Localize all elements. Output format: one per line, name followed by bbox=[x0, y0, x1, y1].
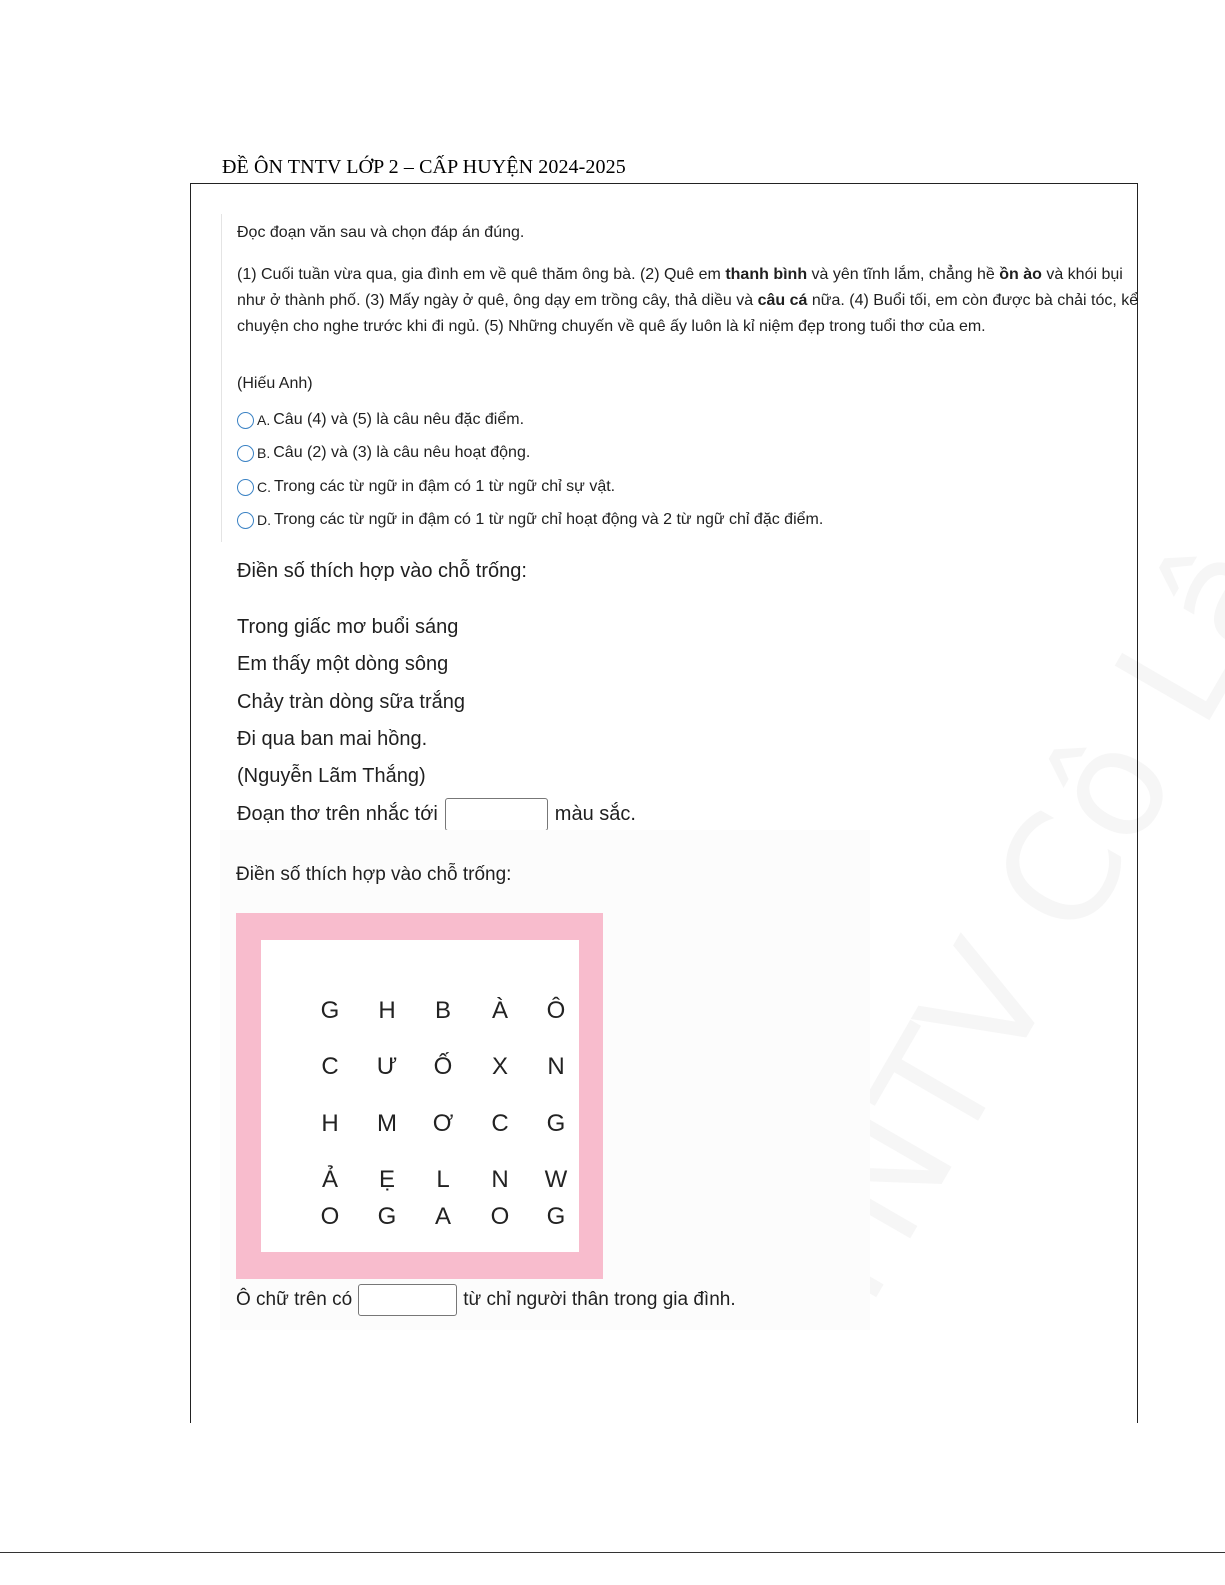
grid-cell: Ẹ bbox=[378, 1166, 395, 1193]
fill-text-after: màu sắc. bbox=[554, 803, 636, 825]
passage-text: và khói bụi như ở thành phố. (3) Mấy ngày ở quê, ông dạy em trồng cây, thả diều và bbox=[237, 266, 1123, 309]
question-1 bbox=[221, 214, 1139, 542]
option-text: Trong các từ ngữ in đậm có 1 từ ngữ chỉ sự vật. bbox=[274, 478, 616, 495]
word-grid bbox=[236, 913, 603, 1279]
option-b[interactable] bbox=[237, 441, 530, 465]
grid-cell: L bbox=[436, 1166, 450, 1193]
question-3-instruction: Điền số thích hợp vào chỗ trống: bbox=[236, 864, 512, 885]
fill-text-before: Ô chữ trên có bbox=[236, 1289, 353, 1310]
grid-cell: Ô bbox=[546, 997, 566, 1024]
radio-button[interactable] bbox=[237, 512, 254, 529]
poem-line: Trong giấc mơ buổi sáng bbox=[237, 616, 459, 638]
poem-author: (Nguyễn Lãm Thắng) bbox=[237, 765, 426, 787]
grid-cell: N bbox=[491, 1166, 509, 1193]
option-d[interactable] bbox=[237, 508, 823, 532]
grid-cell: H bbox=[378, 997, 396, 1024]
radio-button[interactable] bbox=[237, 445, 254, 462]
grid-cell: B bbox=[434, 997, 451, 1024]
grid-cell: X bbox=[491, 1053, 508, 1080]
page-bottom-rule bbox=[0, 1552, 1225, 1553]
fill-sentence bbox=[236, 1284, 736, 1316]
grid-cell: G bbox=[320, 997, 340, 1024]
grid-cell: G bbox=[546, 1110, 566, 1137]
grid-cell: C bbox=[321, 1053, 339, 1080]
radio-button[interactable] bbox=[237, 479, 254, 496]
passage-text: nữa. (4) Buổi tối, em còn được bà chải tóc, kể chuyện cho nghe trước khi đi ngủ. (5) Những chuyến về quê ấy luôn là kỉ niệm đẹp trong tuổi thơ của em. bbox=[237, 292, 1139, 335]
answer-input[interactable] bbox=[445, 798, 548, 831]
passage-text: (1) Cuối tuần vừa qua, gia đình em về quê thăm ông bà. (2) Quê em bbox=[237, 266, 726, 283]
bold-word: thanh bình bbox=[725, 266, 808, 283]
option-letter: D. bbox=[257, 512, 271, 528]
grid-cell: N bbox=[547, 1053, 565, 1080]
grid-cell: C bbox=[491, 1110, 509, 1137]
grid-cell: O bbox=[320, 1203, 340, 1230]
reading-passage bbox=[237, 262, 1142, 340]
grid-cell: G bbox=[377, 1203, 397, 1230]
fill-sentence bbox=[237, 798, 636, 831]
grid-cell: H bbox=[321, 1110, 339, 1137]
grid-cell: W bbox=[544, 1166, 568, 1193]
bold-word: ồn ào bbox=[999, 266, 1042, 283]
grid-cell: G bbox=[546, 1203, 566, 1230]
question-1-instruction: Đọc đoạn văn sau và chọn đáp án đúng. bbox=[237, 224, 525, 241]
poem-line: Chảy tràn dòng sữa trắng bbox=[237, 691, 465, 713]
radio-button[interactable] bbox=[237, 412, 254, 429]
grid-cell: O bbox=[490, 1203, 510, 1230]
option-letter: A. bbox=[257, 412, 271, 428]
option-text: Câu (4) và (5) là câu nêu đặc điểm. bbox=[273, 411, 525, 428]
poem-line: Em thấy một dòng sông bbox=[237, 653, 449, 675]
answer-input[interactable] bbox=[358, 1284, 457, 1316]
option-c[interactable] bbox=[237, 475, 615, 499]
grid-cell: Ố bbox=[433, 1053, 453, 1080]
fill-text-before: Đoạn thơ trên nhắc tới bbox=[237, 803, 438, 825]
question-2-instruction: Điền số thích hợp vào chỗ trống: bbox=[237, 560, 527, 582]
option-a[interactable] bbox=[237, 408, 524, 432]
option-text: Trong các từ ngữ in đậm có 1 từ ngữ chỉ hoạt động và 2 từ ngữ chỉ đặc điểm. bbox=[274, 511, 824, 528]
grid-cell: Ơ bbox=[432, 1110, 454, 1137]
grid-cell: M bbox=[377, 1110, 397, 1137]
option-text: Câu (2) và (3) là câu nêu hoạt động. bbox=[273, 444, 531, 461]
poem-line: Đi qua ban mai hồng. bbox=[237, 728, 428, 750]
grid-cell: Ư bbox=[376, 1053, 398, 1080]
fill-text-after: từ chỉ người thân trong gia đình. bbox=[463, 1289, 736, 1310]
grid-cell: À bbox=[491, 997, 508, 1024]
bold-word: câu cá bbox=[757, 292, 808, 309]
grid-cell: Ả bbox=[321, 1166, 338, 1193]
passage-text: và yên tĩnh lắm, chẳng hề bbox=[807, 266, 1000, 283]
option-letter: B. bbox=[257, 445, 271, 461]
passage-author: (Hiếu Anh) bbox=[237, 375, 313, 392]
grid-cell: A bbox=[434, 1203, 451, 1230]
word-grid-inner bbox=[261, 940, 579, 1252]
document-title: ĐỀ ÔN TNTV LỚP 2 – CẤP HUYỆN 2024-2025 bbox=[222, 156, 626, 178]
option-letter: C. bbox=[257, 479, 271, 495]
